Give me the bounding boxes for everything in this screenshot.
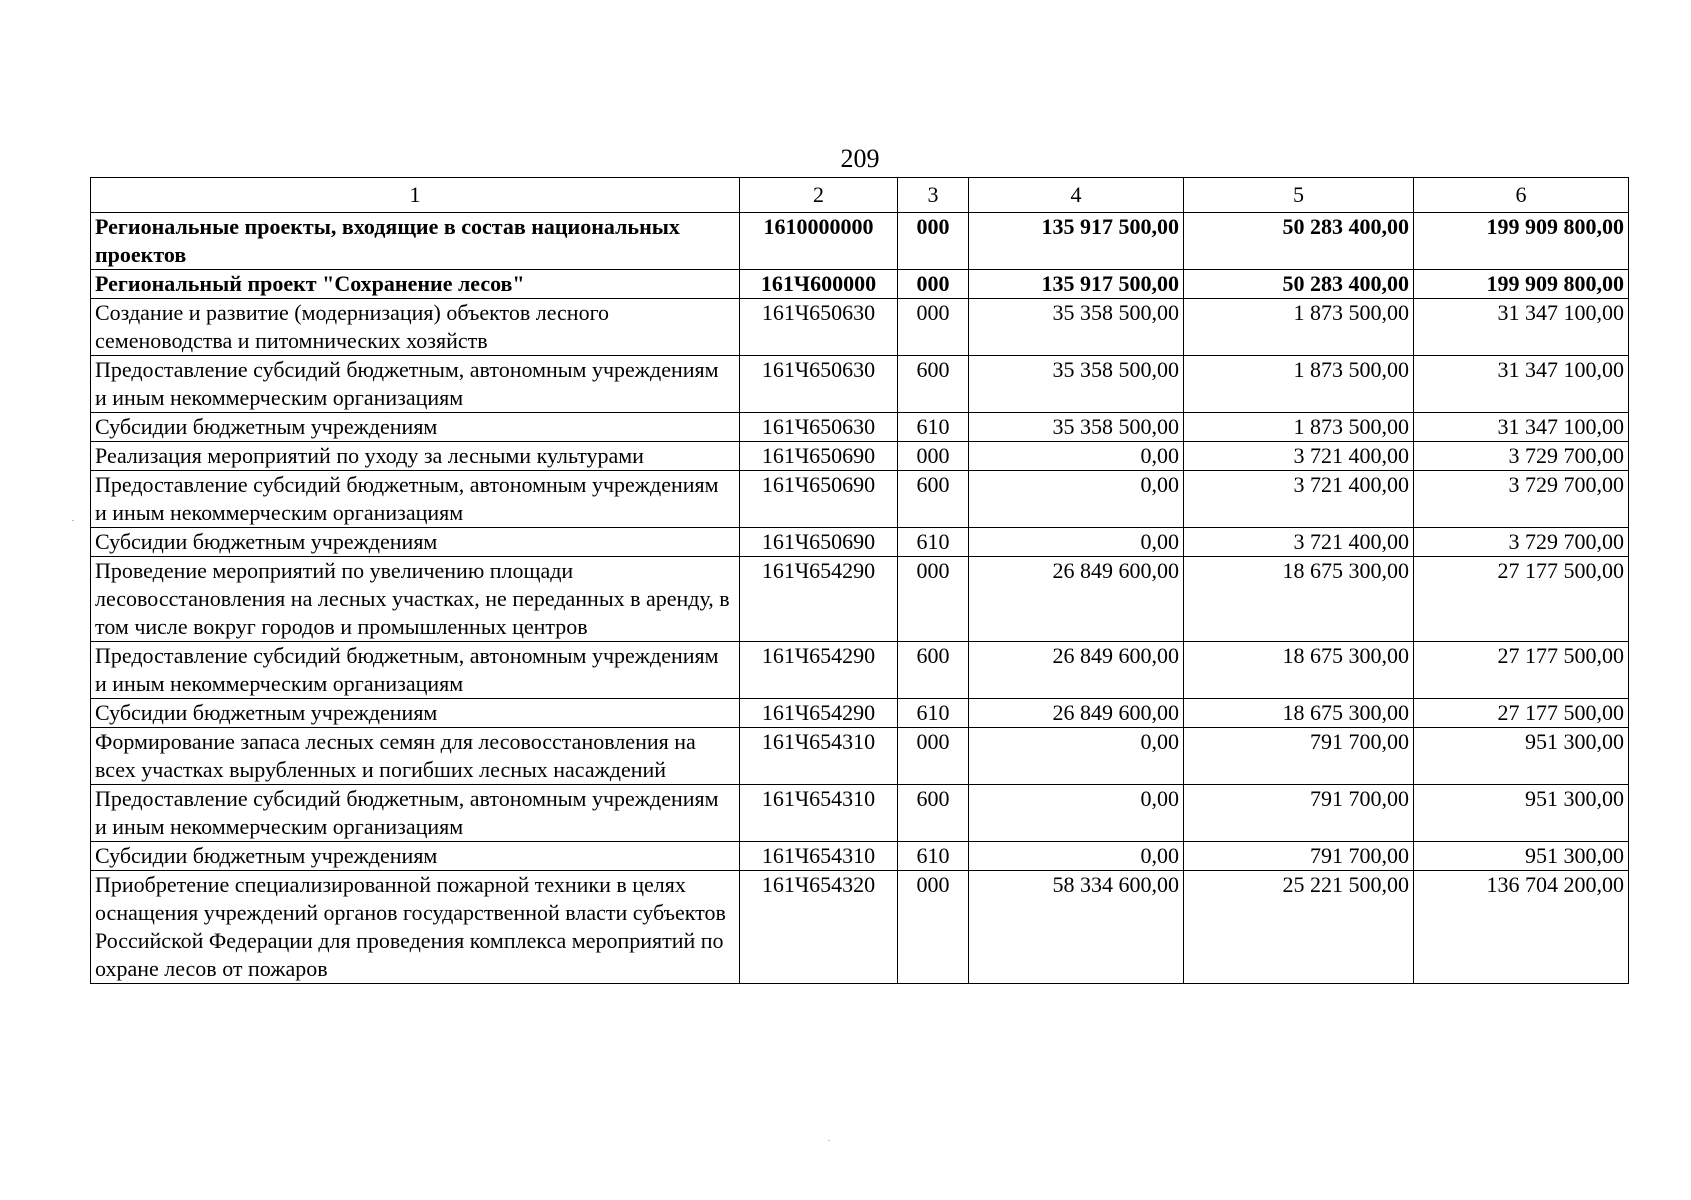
row-name-cell: Предоставление субсидий бюджетным, автономным учреждениям и иным некоммерческим организациям bbox=[91, 471, 740, 528]
row-value-col6: 136 704 200,00 bbox=[1414, 871, 1629, 984]
row-type-cell: 610 bbox=[898, 699, 969, 728]
row-value-col4: 0,00 bbox=[969, 442, 1184, 471]
row-code-cell: 161Ч650630 bbox=[740, 413, 898, 442]
table-row bbox=[91, 871, 1629, 984]
row-value-col5: 791 700,00 bbox=[1184, 728, 1414, 785]
row-value-col6: 27 177 500,00 bbox=[1414, 557, 1629, 642]
budget-table bbox=[90, 177, 1629, 984]
row-value-col6: 951 300,00 bbox=[1414, 842, 1629, 871]
row-code-cell: 161Ч654290 bbox=[740, 642, 898, 699]
row-type-cell: 000 bbox=[898, 728, 969, 785]
row-name-cell: Предоставление субсидий бюджетным, автономным учреждениям и иным некоммерческим организациям bbox=[91, 642, 740, 699]
row-name-cell: Приобретение специализированной пожарной техники в целях оснащения учреждений органов государственной власти субъектов Российской Федерации для проведения комплекса мероприятий по охране лесов от пожаров bbox=[91, 871, 740, 984]
row-name-cell: Реализация мероприятий по уходу за лесными культурами bbox=[91, 442, 740, 471]
table-row bbox=[91, 557, 1629, 642]
row-value-col5: 1 873 500,00 bbox=[1184, 413, 1414, 442]
row-type-cell: 000 bbox=[898, 871, 969, 984]
table-row bbox=[91, 213, 1629, 270]
row-value-col6: 31 347 100,00 bbox=[1414, 356, 1629, 413]
row-value-col6: 31 347 100,00 bbox=[1414, 299, 1629, 356]
row-value-col6: 3 729 700,00 bbox=[1414, 528, 1629, 557]
table-row bbox=[91, 728, 1629, 785]
row-value-col6: 951 300,00 bbox=[1414, 785, 1629, 842]
table-row bbox=[91, 642, 1629, 699]
row-type-cell: 610 bbox=[898, 842, 969, 871]
row-value-col4: 35 358 500,00 bbox=[969, 413, 1184, 442]
row-name-cell: Предоставление субсидий бюджетным, автономным учреждениям и иным некоммерческим организациям bbox=[91, 356, 740, 413]
row-name-cell: Субсидии бюджетным учреждениям bbox=[91, 528, 740, 557]
row-code-cell: 1610000000 bbox=[740, 213, 898, 270]
row-code-cell: 161Ч654310 bbox=[740, 842, 898, 871]
row-code-cell: 161Ч650630 bbox=[740, 299, 898, 356]
row-type-cell: 000 bbox=[898, 270, 969, 299]
row-value-col4: 35 358 500,00 bbox=[969, 356, 1184, 413]
row-code-cell: 161Ч654310 bbox=[740, 728, 898, 785]
row-value-col4: 35 358 500,00 bbox=[969, 299, 1184, 356]
row-name-cell: Субсидии бюджетным учреждениям bbox=[91, 413, 740, 442]
row-name-cell: Субсидии бюджетным учреждениям bbox=[91, 842, 740, 871]
row-name-cell: Региональный проект "Сохранение лесов" bbox=[91, 270, 740, 299]
row-value-col6: 199 909 800,00 bbox=[1414, 213, 1629, 270]
row-code-cell: 161Ч654320 bbox=[740, 871, 898, 984]
row-type-cell: 600 bbox=[898, 356, 969, 413]
row-value-col5: 1 873 500,00 bbox=[1184, 356, 1414, 413]
row-code-cell: 161Ч654310 bbox=[740, 785, 898, 842]
row-code-cell: 161Ч650690 bbox=[740, 442, 898, 471]
row-name-cell: Субсидии бюджетным учреждениям bbox=[91, 699, 740, 728]
row-type-cell: 600 bbox=[898, 785, 969, 842]
row-name-cell: Предоставление субсидий бюджетным, автономным учреждениям и иным некоммерческим организациям bbox=[91, 785, 740, 842]
row-code-cell: 161Ч650630 bbox=[740, 356, 898, 413]
table-row bbox=[91, 528, 1629, 557]
row-type-cell: 610 bbox=[898, 413, 969, 442]
row-value-col6: 31 347 100,00 bbox=[1414, 413, 1629, 442]
column-header-3: 3 bbox=[898, 178, 969, 213]
row-value-col5: 25 221 500,00 bbox=[1184, 871, 1414, 984]
table-row bbox=[91, 785, 1629, 842]
row-value-col4: 26 849 600,00 bbox=[969, 642, 1184, 699]
row-type-cell: 000 bbox=[898, 213, 969, 270]
row-value-col5: 1 873 500,00 bbox=[1184, 299, 1414, 356]
row-value-col4: 0,00 bbox=[969, 785, 1184, 842]
row-value-col5: 18 675 300,00 bbox=[1184, 642, 1414, 699]
row-value-col4: 58 334 600,00 bbox=[969, 871, 1184, 984]
row-value-col6: 27 177 500,00 bbox=[1414, 699, 1629, 728]
row-value-col6: 27 177 500,00 bbox=[1414, 642, 1629, 699]
column-header-4: 4 bbox=[969, 178, 1184, 213]
row-type-cell: 610 bbox=[898, 528, 969, 557]
row-code-cell: 161Ч600000 bbox=[740, 270, 898, 299]
row-value-col4: 135 917 500,00 bbox=[969, 213, 1184, 270]
table-row bbox=[91, 442, 1629, 471]
row-value-col4: 26 849 600,00 bbox=[969, 557, 1184, 642]
row-value-col5: 791 700,00 bbox=[1184, 785, 1414, 842]
row-type-cell: 600 bbox=[898, 471, 969, 528]
row-type-cell: 600 bbox=[898, 642, 969, 699]
row-name-cell: Формирование запаса лесных семян для лесовосстановления на всех участках вырубленных и погибших лесных насаждений bbox=[91, 728, 740, 785]
row-value-col6: 3 729 700,00 bbox=[1414, 442, 1629, 471]
row-name-cell: Проведение мероприятий по увеличению площади лесовосстановления на лесных участках, не переданных в аренду, в том числе вокруг городов и промышленных центров bbox=[91, 557, 740, 642]
table-row bbox=[91, 299, 1629, 356]
row-type-cell: 000 bbox=[898, 299, 969, 356]
row-code-cell: 161Ч650690 bbox=[740, 471, 898, 528]
table-row bbox=[91, 699, 1629, 728]
table-body bbox=[91, 213, 1629, 984]
row-value-col5: 50 283 400,00 bbox=[1184, 270, 1414, 299]
table-row bbox=[91, 471, 1629, 528]
scan-speck bbox=[828, 1140, 830, 1141]
row-code-cell: 161Ч650690 bbox=[740, 528, 898, 557]
column-header-5: 5 bbox=[1184, 178, 1414, 213]
table-header bbox=[91, 178, 1629, 213]
row-value-col5: 3 721 400,00 bbox=[1184, 471, 1414, 528]
row-value-col4: 26 849 600,00 bbox=[969, 699, 1184, 728]
table-row bbox=[91, 842, 1629, 871]
row-name-cell: Региональные проекты, входящие в состав национальных проектов bbox=[91, 213, 740, 270]
scan-speck bbox=[72, 520, 74, 521]
row-value-col4: 0,00 bbox=[969, 528, 1184, 557]
header-row bbox=[91, 178, 1629, 213]
table-row bbox=[91, 270, 1629, 299]
row-value-col5: 3 721 400,00 bbox=[1184, 442, 1414, 471]
page-number: 209 bbox=[840, 144, 880, 173]
row-value-col4: 0,00 bbox=[969, 842, 1184, 871]
table-row bbox=[91, 413, 1629, 442]
row-name-cell: Создание и развитие (модернизация) объектов лесного семеноводства и питомнических хозяйств bbox=[91, 299, 740, 356]
table-row bbox=[91, 356, 1629, 413]
row-value-col5: 50 283 400,00 bbox=[1184, 213, 1414, 270]
row-value-col4: 135 917 500,00 bbox=[969, 270, 1184, 299]
row-value-col5: 3 721 400,00 bbox=[1184, 528, 1414, 557]
row-value-col6: 199 909 800,00 bbox=[1414, 270, 1629, 299]
row-value-col5: 791 700,00 bbox=[1184, 842, 1414, 871]
row-value-col5: 18 675 300,00 bbox=[1184, 699, 1414, 728]
row-type-cell: 000 bbox=[898, 442, 969, 471]
column-header-2: 2 bbox=[740, 178, 898, 213]
row-value-col4: 0,00 bbox=[969, 728, 1184, 785]
row-value-col6: 3 729 700,00 bbox=[1414, 471, 1629, 528]
row-value-col5: 18 675 300,00 bbox=[1184, 557, 1414, 642]
row-value-col4: 0,00 bbox=[969, 471, 1184, 528]
row-type-cell: 000 bbox=[898, 557, 969, 642]
row-code-cell: 161Ч654290 bbox=[740, 557, 898, 642]
column-header-1: 1 bbox=[91, 178, 740, 213]
column-header-6: 6 bbox=[1414, 178, 1629, 213]
row-code-cell: 161Ч654290 bbox=[740, 699, 898, 728]
row-value-col6: 951 300,00 bbox=[1414, 728, 1629, 785]
